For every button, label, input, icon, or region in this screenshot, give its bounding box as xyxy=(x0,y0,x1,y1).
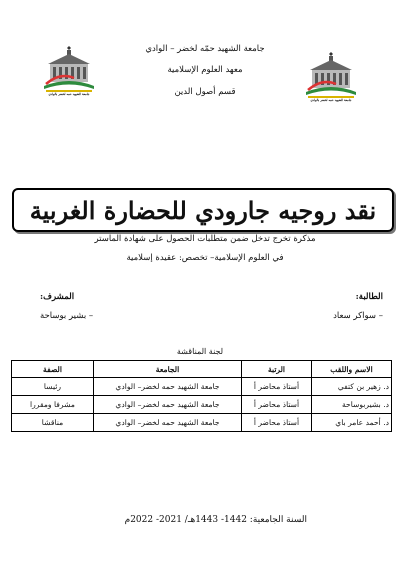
committee-title: لجنة المناقشة xyxy=(176,347,224,356)
university-logo-right xyxy=(302,48,360,108)
academic-year: السنة الجامعية: 1442- 1443هـ/ 2021- 2022م xyxy=(124,515,307,525)
student-label: الطالبة: xyxy=(355,292,383,302)
thesis-title-box xyxy=(12,188,394,232)
supervisor-name: – بشير بوساحة xyxy=(40,311,94,321)
department-name: قسم أصول الدين xyxy=(174,87,236,97)
table-header-row xyxy=(12,361,392,378)
member-role: رئيسا xyxy=(12,378,94,396)
logo-caption: جامعة الشهيد حمه لخضر بالوادي xyxy=(310,98,352,102)
member-university: جامعة الشهيد حمه لخضر– الوادي xyxy=(94,396,242,414)
university-logo-left xyxy=(40,42,98,102)
member-name: د. زهير بن كتفي xyxy=(312,378,392,396)
member-rank: أستاذ محاضر أ xyxy=(242,414,312,432)
institute-name: معهد العلوم الإسلامية xyxy=(167,65,243,75)
member-role: مشرفا ومقررا xyxy=(12,396,94,414)
logo-caption: جامعة الشهيد حمه لخضر بالوادي xyxy=(48,92,90,96)
table-row xyxy=(12,396,392,414)
student-name: – سواكر سعاد xyxy=(333,311,383,321)
column-header-university: الجامعة xyxy=(94,361,242,378)
member-university: جامعة الشهيد حمه لخضر– الوادي xyxy=(94,378,242,396)
thesis-title: نقد روجيه جارودي للحضارة الغربية xyxy=(29,195,377,225)
table-row xyxy=(12,414,392,432)
member-university: جامعة الشهيد حمه لخضر– الوادي xyxy=(94,414,242,432)
table-row xyxy=(12,378,392,396)
member-rank: أستاذ محاضر أ xyxy=(242,378,312,396)
university-name: جامعة الشهيد حمّه لخضر – الوادي xyxy=(145,44,265,54)
member-name: د. بشيربوساحة xyxy=(312,396,392,414)
member-rank: أستاذ محاضر أ xyxy=(242,396,312,414)
member-role: مناقشا xyxy=(12,414,94,432)
supervisor-label: المشرف: xyxy=(40,292,75,302)
member-name: د. أحمد عامر باي xyxy=(312,414,392,432)
specialization-line: في العلوم الإسلامية– تخصص: عقيدة إسلامية xyxy=(126,253,284,263)
column-header-role: الصفة xyxy=(12,361,94,378)
thesis-description: مذكرة تخرج تدخل ضمن متطلبات الحصول على شهادة الماستر xyxy=(94,234,316,244)
column-header-name: الاسم واللقب xyxy=(312,361,392,378)
committee-table xyxy=(11,360,392,432)
column-header-rank: الرتبة xyxy=(242,361,312,378)
